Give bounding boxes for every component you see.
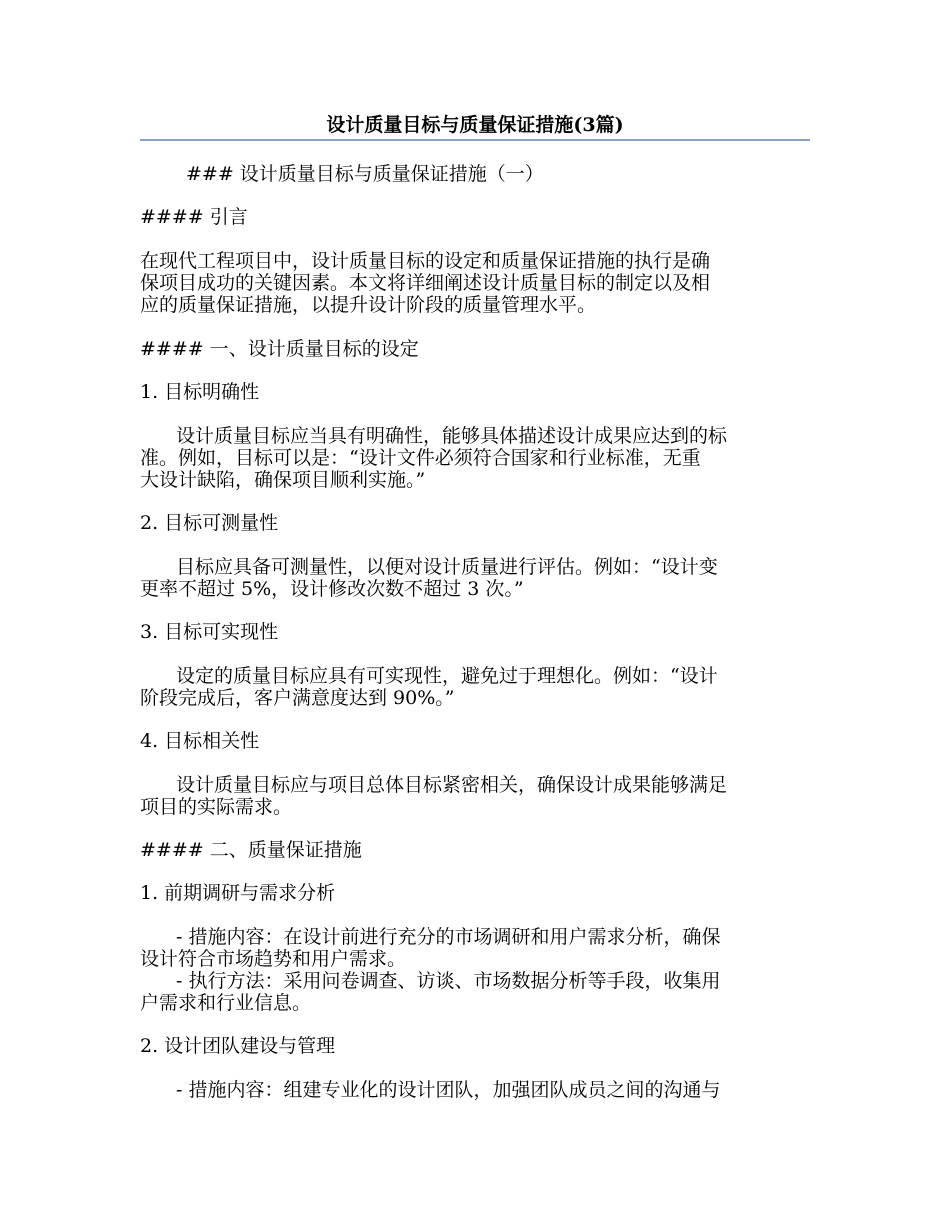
item1-line-2: 准。例如，目标可以是：“设计文件必须符合国家和行业标准，无重 (140, 447, 701, 469)
item3-heading: 3. 目标可实现性 (140, 621, 279, 643)
measure1-line-1: - 措施内容：在设计前进行充分的市场调研和用户需求分析，确保 (176, 926, 721, 948)
measure1-line-4: 户需求和行业信息。 (140, 992, 312, 1014)
part2-heading: #### 二、质量保证措施 (140, 839, 362, 861)
item2-line-2: 更率不超过 5%，设计修改次数不超过 3 次。” (140, 578, 524, 600)
item3-line-2: 阶段完成后，客户满意度达到 90%。” (140, 687, 455, 709)
section-heading: ### 设计质量目标与质量保证措施（一） (186, 163, 544, 185)
item1-heading: 1. 目标明确性 (140, 381, 260, 403)
item3-line-1: 设定的质量目标应具有可实现性，避免过于理想化。例如：“设计 (176, 665, 718, 687)
document-page (140, 0, 810, 1230)
intro-line-1: 在现代工程项目中，设计质量目标的设定和质量保证措施的执行是确 (140, 250, 711, 272)
measure1-line-3: - 执行方法：采用问卷调查、访谈、市场数据分析等手段，收集用 (176, 970, 721, 992)
intro-heading: #### 引言 (140, 206, 248, 228)
title-divider (140, 139, 810, 141)
part1-heading: #### 一、设计质量目标的设定 (140, 338, 419, 360)
item4-heading: 4. 目标相关性 (140, 730, 260, 752)
intro-line-2: 保项目成功的关键因素。本文将详细阐述设计质量目标的制定以及相 (140, 272, 711, 294)
item1-line-3: 大设计缺陷，确保项目顺利实施。” (140, 469, 426, 491)
intro-line-3: 应的质量保证措施，以提升设计阶段的质量管理水平。 (140, 294, 597, 316)
item2-line-1: 目标应具备可测量性，以便对设计质量进行评估。例如：“设计变 (176, 556, 718, 578)
document-title: 设计质量目标与质量保证措施(3篇) (326, 114, 624, 136)
measure1-line-2: 设计符合市场趋势和用户需求。 (140, 948, 407, 970)
item4-line-1: 设计质量目标应与项目总体目标紧密相关，确保设计成果能够满足 (176, 774, 728, 796)
measure2-line-1: - 措施内容：组建专业化的设计团队，加强团队成员之间的沟通与 (176, 1079, 721, 1101)
measure2-heading: 2. 设计团队建设与管理 (140, 1035, 336, 1057)
item1-line-1: 设计质量目标应当具有明确性，能够具体描述设计成果应达到的标 (176, 425, 728, 447)
measure1-heading: 1. 前期调研与需求分析 (140, 882, 336, 904)
item2-heading: 2. 目标可测量性 (140, 512, 279, 534)
item4-line-2: 项目的实际需求。 (140, 796, 293, 818)
